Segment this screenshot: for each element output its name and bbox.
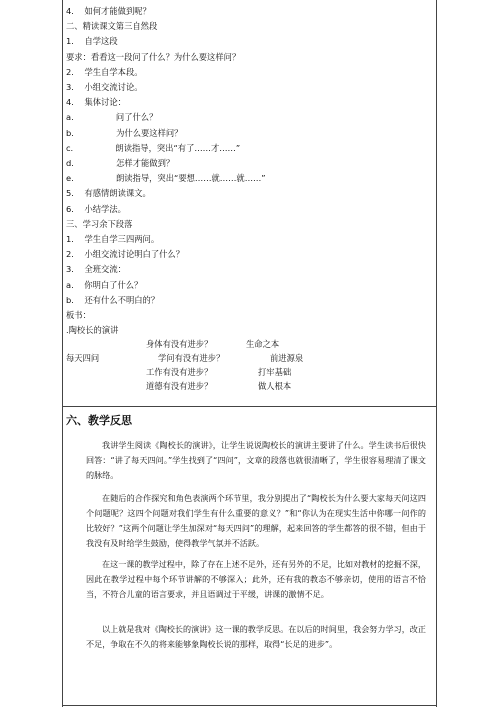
step-line: b. 为什么要这样问？ bbox=[66, 127, 183, 138]
board-meaning: 打牢基础 bbox=[258, 367, 292, 378]
step-line: a. 问了什么？ bbox=[66, 112, 158, 123]
reflection-paragraph: 在这一课的教学过程中，除了存在上述不足外，还有另外的不足，比如对教材的挖掘不深，因此在教学过程中每个环节讲解的不够深入；此外，还有我的教态不够亲切，使用的语言不恰当，不符合儿童的语言要求，并且语调过于平缓，讲课的激情不足。 bbox=[86, 559, 426, 599]
step-line: 要求：看看这一段问了什么？为什么要这样问？ bbox=[66, 51, 241, 62]
table-right-border bbox=[436, 0, 437, 707]
table-left-border bbox=[62, 0, 63, 707]
board-question: 身体有没有进步？ bbox=[146, 339, 213, 350]
reflection-paragraph: 我讲学生阅读《陶校长的演讲》，让学生说说陶校长的演讲主要讲了什么。学生读书后很快回答：“讲了每天四问。”学生找到了“四问”，文章的段落也就很清晰了，学生很容易理清了课文的脉络。 bbox=[86, 440, 426, 480]
board-meaning: 前进源泉 bbox=[270, 353, 304, 364]
step-line: 1. 自学这段 bbox=[66, 36, 118, 47]
board-question: 道德有没有进步？ bbox=[146, 381, 213, 392]
step-line: d. 怎样才能做到？ bbox=[66, 158, 175, 168]
step-line: 2. 学生自学本段。 bbox=[66, 66, 143, 77]
reflection-paragraph: 在随后的合作探究和角色表演两个环节里，我分别提出了“陶校长为什么要大家每天问这四个问题呢？这四个问题对我们学生有什么重要的意义？”和“你认为在现实生活中你哪一问作的比较好？”这两个问题让学生加深对“每天四问”的理解，起来回答的学生都答的很不错，但由于我没有及时给学生鼓励，使得教学气氛并不活跃。 bbox=[86, 493, 426, 548]
step-line: c. 朗读指导，突出“有了……才……” bbox=[66, 142, 241, 153]
reflection-title: 六、教学反思 bbox=[66, 414, 132, 427]
board-heading: 每天四问 bbox=[66, 353, 100, 364]
reflection-paragraph: 以上就是我对《陶校长的演讲》这一课的教学反思。在以后的时间里，我会努力学习，改正不足，争取在不久的将来能够象陶校长说的那样，取得“长足的进步”。 bbox=[86, 624, 426, 649]
step-line: 4. 集体讨论： bbox=[66, 97, 126, 108]
board-meaning: 做人根本 bbox=[258, 381, 292, 392]
section-heading: 三、学习余下段落 bbox=[66, 218, 133, 229]
step-line: 5. 有感情朗读课文。 bbox=[66, 188, 151, 199]
step-line: e. 朗读指导，突出“要想……就……就……” bbox=[66, 173, 266, 184]
board-question: 学问有没有进步？ bbox=[158, 353, 225, 364]
board-meaning: 生命之本 bbox=[246, 339, 280, 350]
step-line: 3. 全班交流： bbox=[66, 264, 126, 275]
board-label: 板书： bbox=[66, 310, 91, 320]
step-line: 4. 如何才能做到呢？ bbox=[66, 6, 151, 16]
step-line: 2. 小组交流讨论明白了什么？ bbox=[66, 249, 185, 260]
step-line: b. 还有什么不明白的？ bbox=[66, 294, 160, 305]
board-question: 工作有没有进步？ bbox=[146, 367, 213, 378]
step-line: 6. 小结学法。 bbox=[66, 203, 126, 214]
board-title: .陶校长的演讲 bbox=[66, 325, 119, 336]
section-divider bbox=[62, 406, 437, 407]
section-heading: 二、精读课文第三自然段 bbox=[66, 21, 158, 32]
step-line: 3. 小组交流讨论。 bbox=[66, 82, 143, 92]
table-bottom-border bbox=[62, 705, 437, 706]
step-line: 1. 学生自学三四两问。 bbox=[66, 234, 160, 244]
step-line: a. 你明白了什么？ bbox=[66, 279, 143, 290]
